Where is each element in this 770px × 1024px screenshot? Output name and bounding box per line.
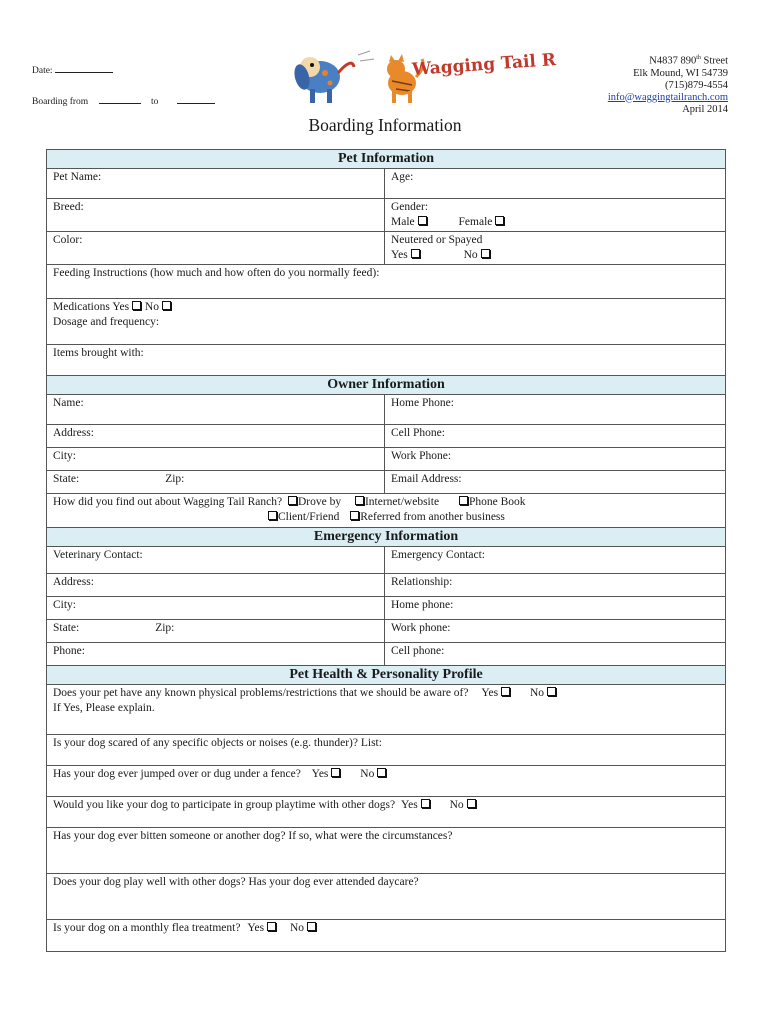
neutered-label: Neutered or Spayed: [391, 234, 483, 246]
feeding-label: Feeding Instructions (how much and how often do you normally feed):: [53, 267, 380, 279]
health-q1-field: [47, 685, 726, 735]
emergency-cell-phone-field[interactable]: [385, 643, 726, 666]
health-profile-heading: Pet Health & Personality Profile: [47, 666, 726, 685]
relationship-label: Relationship:: [391, 576, 453, 588]
owner-address-field[interactable]: [47, 425, 385, 448]
emergency-city-label: City:: [53, 599, 77, 611]
pet-name-label: Pet Name:: [53, 171, 102, 183]
owner-city-label: City:: [53, 450, 77, 462]
neutered-yes-label: Yes: [391, 249, 408, 261]
referral-field: [47, 494, 726, 528]
owner-info-heading: Owner Information: [47, 376, 726, 395]
boarding-from-label: Boarding from: [32, 97, 89, 107]
drove-by-checkbox[interactable]: [288, 496, 297, 505]
emergency-address-field[interactable]: [47, 574, 385, 597]
client-friend-label: Client/Friend: [278, 511, 340, 523]
health-q5-label: Has your dog ever bitten someone or another dog? If so, what were the circumstances?: [53, 830, 453, 842]
age-label: Age:: [391, 171, 414, 183]
boarding-to-line[interactable]: [177, 103, 215, 104]
color-label: Color:: [53, 234, 83, 246]
emergency-info-heading: Emergency Information: [47, 528, 726, 547]
medications-field: [47, 299, 726, 345]
health-q3-yes-checkbox[interactable]: [331, 768, 340, 777]
relationship-field[interactable]: [385, 574, 726, 597]
to-label: to: [150, 97, 159, 107]
health-q3-no-label: No: [360, 768, 375, 780]
pet-info-heading: Pet Information: [47, 150, 726, 169]
boarding-form: [46, 149, 726, 952]
email-link[interactable]: info@waggingtailranch.com: [607, 91, 728, 103]
health-q6-label: Does your dog play well with other dogs? Has your dog ever attended daycare?: [53, 876, 419, 888]
health-q3-label: Has your dog ever jumped over or dug under a fence?: [53, 768, 301, 780]
health-q4-field: [47, 797, 726, 828]
neutered-no-label: No: [463, 249, 478, 261]
owner-city-field[interactable]: [47, 448, 385, 471]
owner-home-phone-field[interactable]: [385, 395, 726, 425]
emergency-city-field[interactable]: [47, 597, 385, 620]
date-field: [32, 66, 113, 76]
medications-yes-label: Yes: [112, 301, 130, 313]
male-label: Male: [391, 216, 415, 228]
logo-text: Wagging Tail R: [411, 50, 557, 80]
owner-name-label: Name:: [53, 397, 84, 409]
owner-email-field[interactable]: [385, 471, 726, 494]
emergency-contact-field[interactable]: [385, 547, 726, 574]
emergency-cell-phone-label: Cell phone:: [391, 645, 445, 657]
health-q1-no-label: No: [529, 687, 545, 699]
medications-yes-checkbox[interactable]: [132, 301, 141, 310]
owner-state-label: State:: [53, 473, 80, 485]
logo: [292, 47, 557, 113]
boarding-dates-field: [32, 97, 215, 107]
boarding-from-line[interactable]: [99, 103, 141, 104]
internet-label: Internet/website: [364, 496, 440, 508]
health-q1-label: Does your pet have any known physical problems/restrictions that we should be aware of?: [53, 687, 469, 699]
page-title: Boarding Information: [308, 115, 462, 135]
owner-email-label: Email Address:: [391, 473, 462, 485]
health-q5-field[interactable]: [47, 828, 726, 874]
phone-book-label: Phone Book: [468, 496, 526, 508]
referred-checkbox[interactable]: [350, 511, 359, 520]
medications-no-label: No: [144, 301, 159, 313]
health-q7-yes-label: Yes: [247, 922, 265, 934]
neutered-field: [385, 232, 726, 265]
emergency-address-label: Address:: [53, 576, 94, 588]
health-q2-field[interactable]: [47, 735, 726, 766]
color-field[interactable]: [47, 232, 385, 265]
pet-name-field[interactable]: [47, 169, 385, 199]
male-checkbox[interactable]: [418, 216, 427, 225]
female-label: Female: [458, 216, 493, 228]
health-q4-yes-label: Yes: [400, 799, 418, 811]
date-line[interactable]: [55, 72, 113, 73]
health-q4-no-label: No: [449, 799, 464, 811]
owner-cell-phone-label: Cell Phone:: [391, 427, 445, 439]
neutered-no-checkbox[interactable]: [481, 249, 490, 258]
items-field[interactable]: [47, 345, 726, 376]
health-q7-label: Is your dog on a monthly flea treatment?: [53, 922, 241, 934]
phone-book-checkbox[interactable]: [459, 496, 468, 505]
owner-work-phone-field[interactable]: [385, 448, 726, 471]
emergency-state-label: State:: [53, 622, 80, 634]
date-label: Date:: [32, 66, 53, 76]
neutered-yes-checkbox[interactable]: [411, 249, 420, 258]
address-line-3: (715)879-4554: [665, 79, 728, 91]
age-field[interactable]: [385, 169, 726, 199]
emergency-home-phone-field[interactable]: [385, 597, 726, 620]
breed-field[interactable]: [47, 199, 385, 232]
emergency-phone-label: Phone:: [53, 645, 85, 657]
address-line-1: N4837 890th Street: [649, 55, 728, 67]
client-friend-checkbox[interactable]: [268, 511, 277, 520]
owner-home-phone-label: Home Phone:: [391, 397, 454, 409]
ranch-address: [608, 52, 728, 116]
emergency-zip-label: Zip:: [155, 622, 175, 634]
breed-label: Breed:: [53, 201, 84, 213]
owner-state-zip-field[interactable]: [47, 471, 385, 494]
emergency-work-phone-label: Work phone:: [391, 622, 451, 634]
health-q4-label: Would you like your dog to participate in group playtime with other dogs?: [53, 799, 396, 811]
owner-work-phone-label: Work Phone:: [391, 450, 452, 462]
health-q1-yes-label: Yes: [481, 687, 499, 699]
drove-by-label: Drove by: [297, 496, 342, 508]
health-q7-no-label: No: [289, 922, 305, 934]
vet-field[interactable]: [47, 547, 385, 574]
emergency-contact-label: Emergency Contact:: [391, 549, 485, 561]
referred-label: Referred from another business: [360, 511, 505, 523]
health-q4-yes-checkbox[interactable]: [421, 799, 430, 808]
owner-cell-phone-field[interactable]: [385, 425, 726, 448]
feeding-field[interactable]: [47, 265, 726, 299]
health-q7-no-checkbox[interactable]: [307, 922, 316, 931]
address-line-2: Elk Mound, WI 54739: [633, 67, 728, 79]
health-q7-field: [47, 920, 726, 952]
vet-label: Veterinary Contact:: [53, 549, 143, 561]
emergency-phone-field[interactable]: [47, 643, 385, 666]
health-q3-yes-label: Yes: [311, 768, 329, 780]
health-q7-yes-checkbox[interactable]: [267, 922, 276, 931]
internet-checkbox[interactable]: [355, 496, 364, 505]
gender-label: Gender:: [391, 201, 429, 213]
health-q1b-label: If Yes, Please explain.: [53, 702, 155, 714]
items-label: Items brought with:: [53, 347, 144, 359]
find-out-label: How did you find out about Wagging Tail Ranch?: [53, 496, 283, 508]
female-checkbox[interactable]: [495, 216, 504, 225]
emergency-home-phone-label: Home phone:: [391, 599, 454, 611]
health-q3-field: [47, 766, 726, 797]
owner-address-label: Address:: [53, 427, 94, 439]
gender-field: [385, 199, 726, 232]
health-q1-no-checkbox[interactable]: [547, 687, 556, 696]
health-q4-no-checkbox[interactable]: [467, 799, 476, 808]
emergency-work-phone-field[interactable]: [385, 620, 726, 643]
health-q3-no-checkbox[interactable]: [377, 768, 386, 777]
address-sup: th: [696, 55, 701, 61]
medications-no-checkbox[interactable]: [162, 301, 171, 310]
dosage-label: Dosage and frequency:: [53, 316, 160, 328]
owner-zip-label: Zip:: [165, 473, 185, 485]
edition-date: April 2014: [682, 103, 728, 115]
emergency-state-zip-field[interactable]: [47, 620, 385, 643]
health-q6-field[interactable]: [47, 874, 726, 920]
health-q2-label: Is your dog scared of any specific objects or noises (e.g. thunder)? List:: [53, 737, 382, 749]
health-q1-yes-checkbox[interactable]: [501, 687, 510, 696]
owner-name-field[interactable]: [47, 395, 385, 425]
medications-label: Medications: [53, 301, 110, 313]
